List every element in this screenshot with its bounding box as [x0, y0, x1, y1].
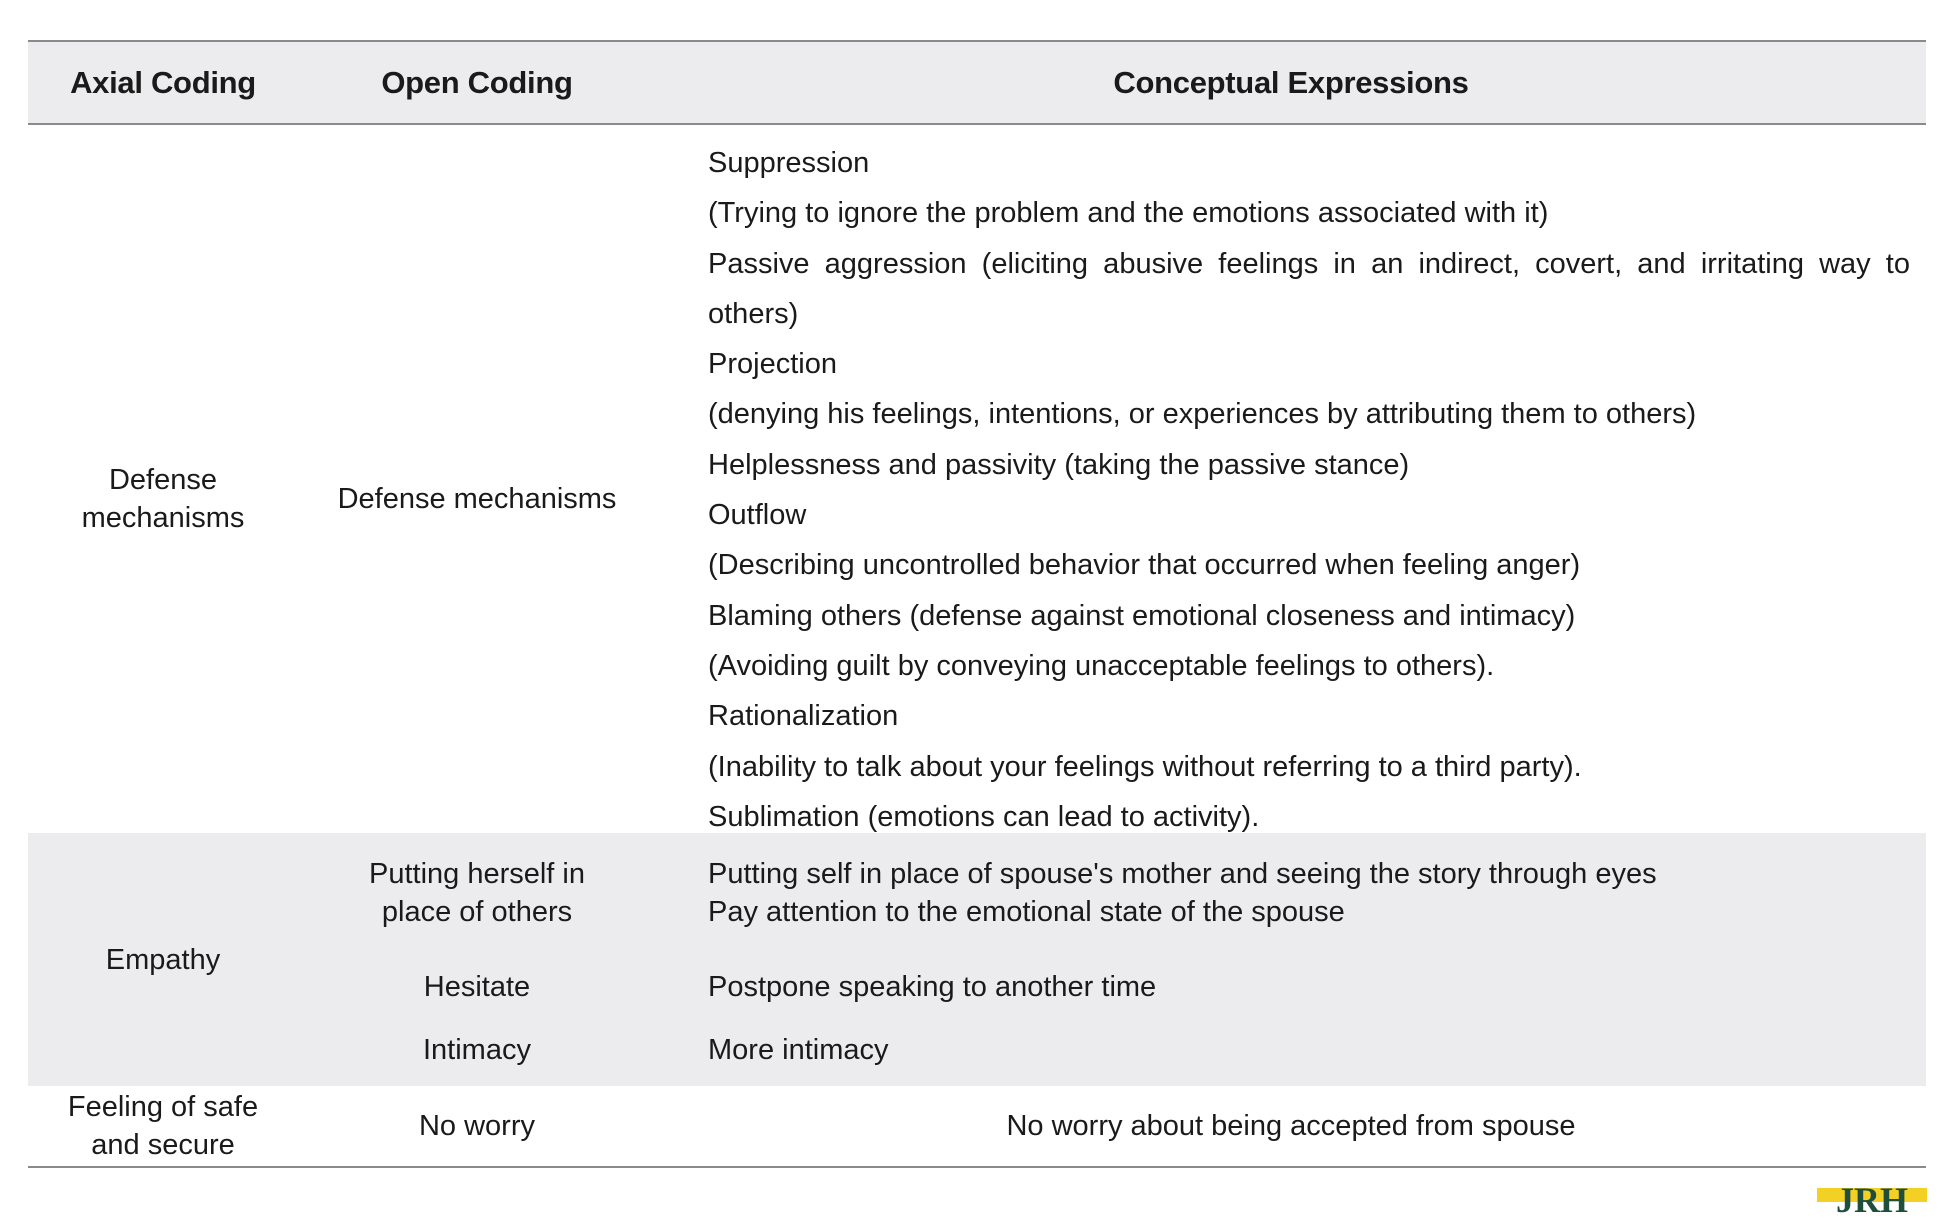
concept-line: Helplessness and passivity (taking the passive stance) — [708, 448, 1410, 481]
open-text-no-worry: No worry — [418, 1110, 535, 1142]
axial-cell-defense — [28, 125, 298, 833]
axial-cell-empathy — [28, 833, 298, 1086]
header-axial-coding: Axial Coding — [70, 64, 256, 100]
axial-cell-safe — [28, 1088, 298, 1164]
table-header-row — [28, 40, 1926, 125]
coding-table — [28, 40, 1926, 1168]
concept-line: Outflow — [708, 499, 807, 532]
concept-text-postpone: Postpone speaking to another time — [708, 971, 1157, 1003]
table-row-defense-mechanisms — [28, 125, 1926, 833]
header-conceptual-expressions: Conceptual Expressions — [1113, 64, 1469, 100]
axial-text-safe: Feeling of safe and secure — [67, 1091, 259, 1161]
table-row-empathy — [28, 833, 1926, 1086]
concept-line: Passive aggression (eliciting abusive feelings in an indirect, covert, and irritating way to others) — [708, 247, 1910, 330]
axial-text-defense: Defense mechanisms — [81, 464, 245, 534]
concept-text-more-intimacy: More intimacy — [708, 1034, 889, 1066]
open-text-putting-herself: Putting herself in place of others — [368, 858, 585, 928]
open-cell-empathy — [298, 833, 656, 1086]
concept-text-pay-attention: Pay attention to the emotional state of the spouse — [708, 896, 1345, 928]
axial-text-empathy: Empathy — [105, 943, 221, 976]
concept-line: (denying his feelings, intentions, or experiences by attributing them to others) — [708, 398, 1697, 431]
concept-line: (Trying to ignore the problem and the emotions associated with it) — [708, 197, 1549, 230]
concept-text-putting-self: Putting self in place of spouse's mother and seeing the story through eyes — [708, 858, 1657, 890]
concept-text-no-worry: No worry about being accepted from spouse — [1006, 1110, 1576, 1142]
concept-line: (Inability to talk about your feelings without referring to a third party). — [708, 750, 1582, 783]
concept-cell-defense — [656, 125, 1926, 833]
open-text-defense: Defense mechanisms — [337, 483, 617, 515]
jrh-logo — [1817, 1180, 1927, 1218]
open-sub-putting-herself — [298, 855, 656, 931]
concept-line: Suppression — [708, 147, 870, 179]
open-text-hesitate: Hesitate — [423, 971, 531, 1003]
open-text-intimacy: Intimacy — [423, 1034, 531, 1066]
concept-line: Rationalization — [708, 700, 899, 733]
concept-line: (Describing uncontrolled behavior that occurred when feeling anger) — [708, 549, 1581, 582]
header-open-coding: Open Coding — [381, 64, 573, 100]
concept-line: (Avoiding guilt by conveying unacceptable feelings to others). — [708, 649, 1495, 682]
concept-line: Sublimation (emotions can lead to activity). — [708, 800, 1260, 833]
table-row-safe-secure — [28, 1086, 1926, 1168]
open-cell-defense — [298, 125, 656, 833]
concept-line: Projection — [708, 348, 837, 381]
logo-text: JRH — [1836, 1180, 1908, 1218]
concept-line: Blaming others (defense against emotional closeness and intimacy) — [708, 599, 1576, 632]
concept-cell-empathy — [656, 833, 1926, 1086]
